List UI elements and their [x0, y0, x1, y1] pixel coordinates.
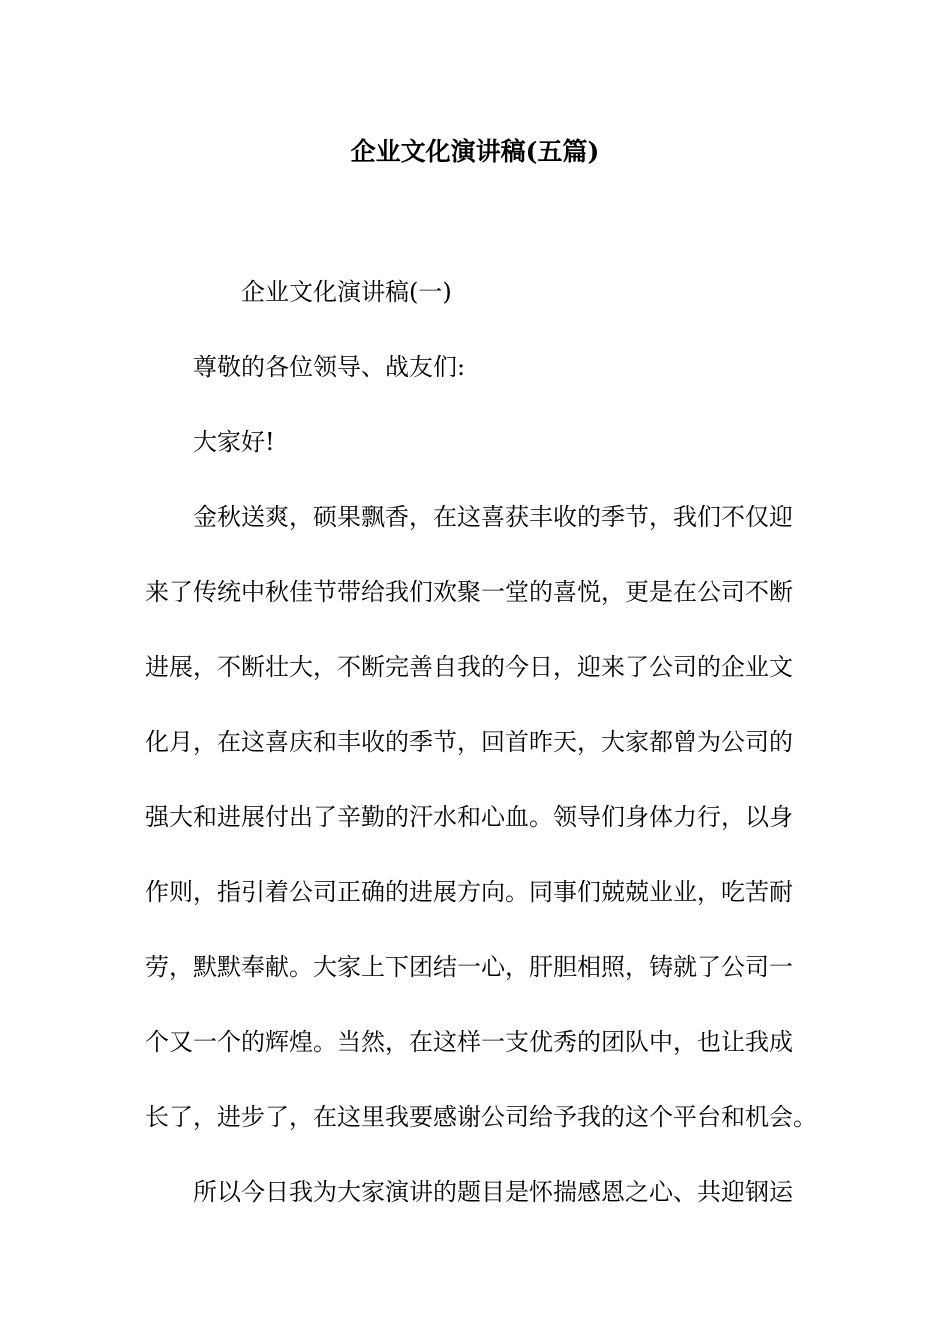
paragraph-1-line: 强大和进展付出了辛勤的汗水和心血。领导们身体力行，以身 [145, 803, 793, 831]
paragraph-1-line: 化月，在这喜庆和丰收的季节，回首昨天，大家都曾为公司的 [145, 728, 793, 756]
salutation: 尊敬的各位领导、战友们: [193, 353, 466, 381]
paragraph-1-line: 来了传统中秋佳节带给我们欢聚一堂的喜悦，更是在公司不断 [145, 578, 793, 606]
paragraph-1-line: 进展，不断壮大，不断完善自我的今日，迎来了公司的企业文 [145, 653, 793, 681]
paragraph-1-line: 个又一个的辉煌。当然，在这样一支优秀的团队中，也让我成 [145, 1028, 793, 1056]
section-title: 企业文化演讲稿(一) [241, 278, 452, 306]
greeting: 大家好! [193, 428, 275, 456]
document-title: 企业文化演讲稿(五篇) [350, 137, 600, 166]
paragraph-1 [145, 480, 817, 1155]
document-body [145, 255, 817, 1230]
paragraph-1-line: 长了，进步了，在这里我要感谢公司给予我的这个平台和机会。 [145, 1103, 817, 1131]
paragraph-2 [145, 1155, 805, 1230]
paragraph-1-line: 劳，默默奉献。大家上下团结一心，肝胆相照，铸就了公司一 [145, 953, 793, 981]
paragraph-1-line: 作则，指引着公司正确的进展方向。同事们兢兢业业，吃苦耐 [145, 878, 793, 906]
paragraph-1-line: 金秋送爽，硕果飘香，在这喜获丰收的季节，我们不仅迎 [193, 503, 793, 531]
paragraph-2-line: 所以今日我为大家演讲的题目是怀揣感恩之心、共迎钢运 [193, 1178, 793, 1206]
